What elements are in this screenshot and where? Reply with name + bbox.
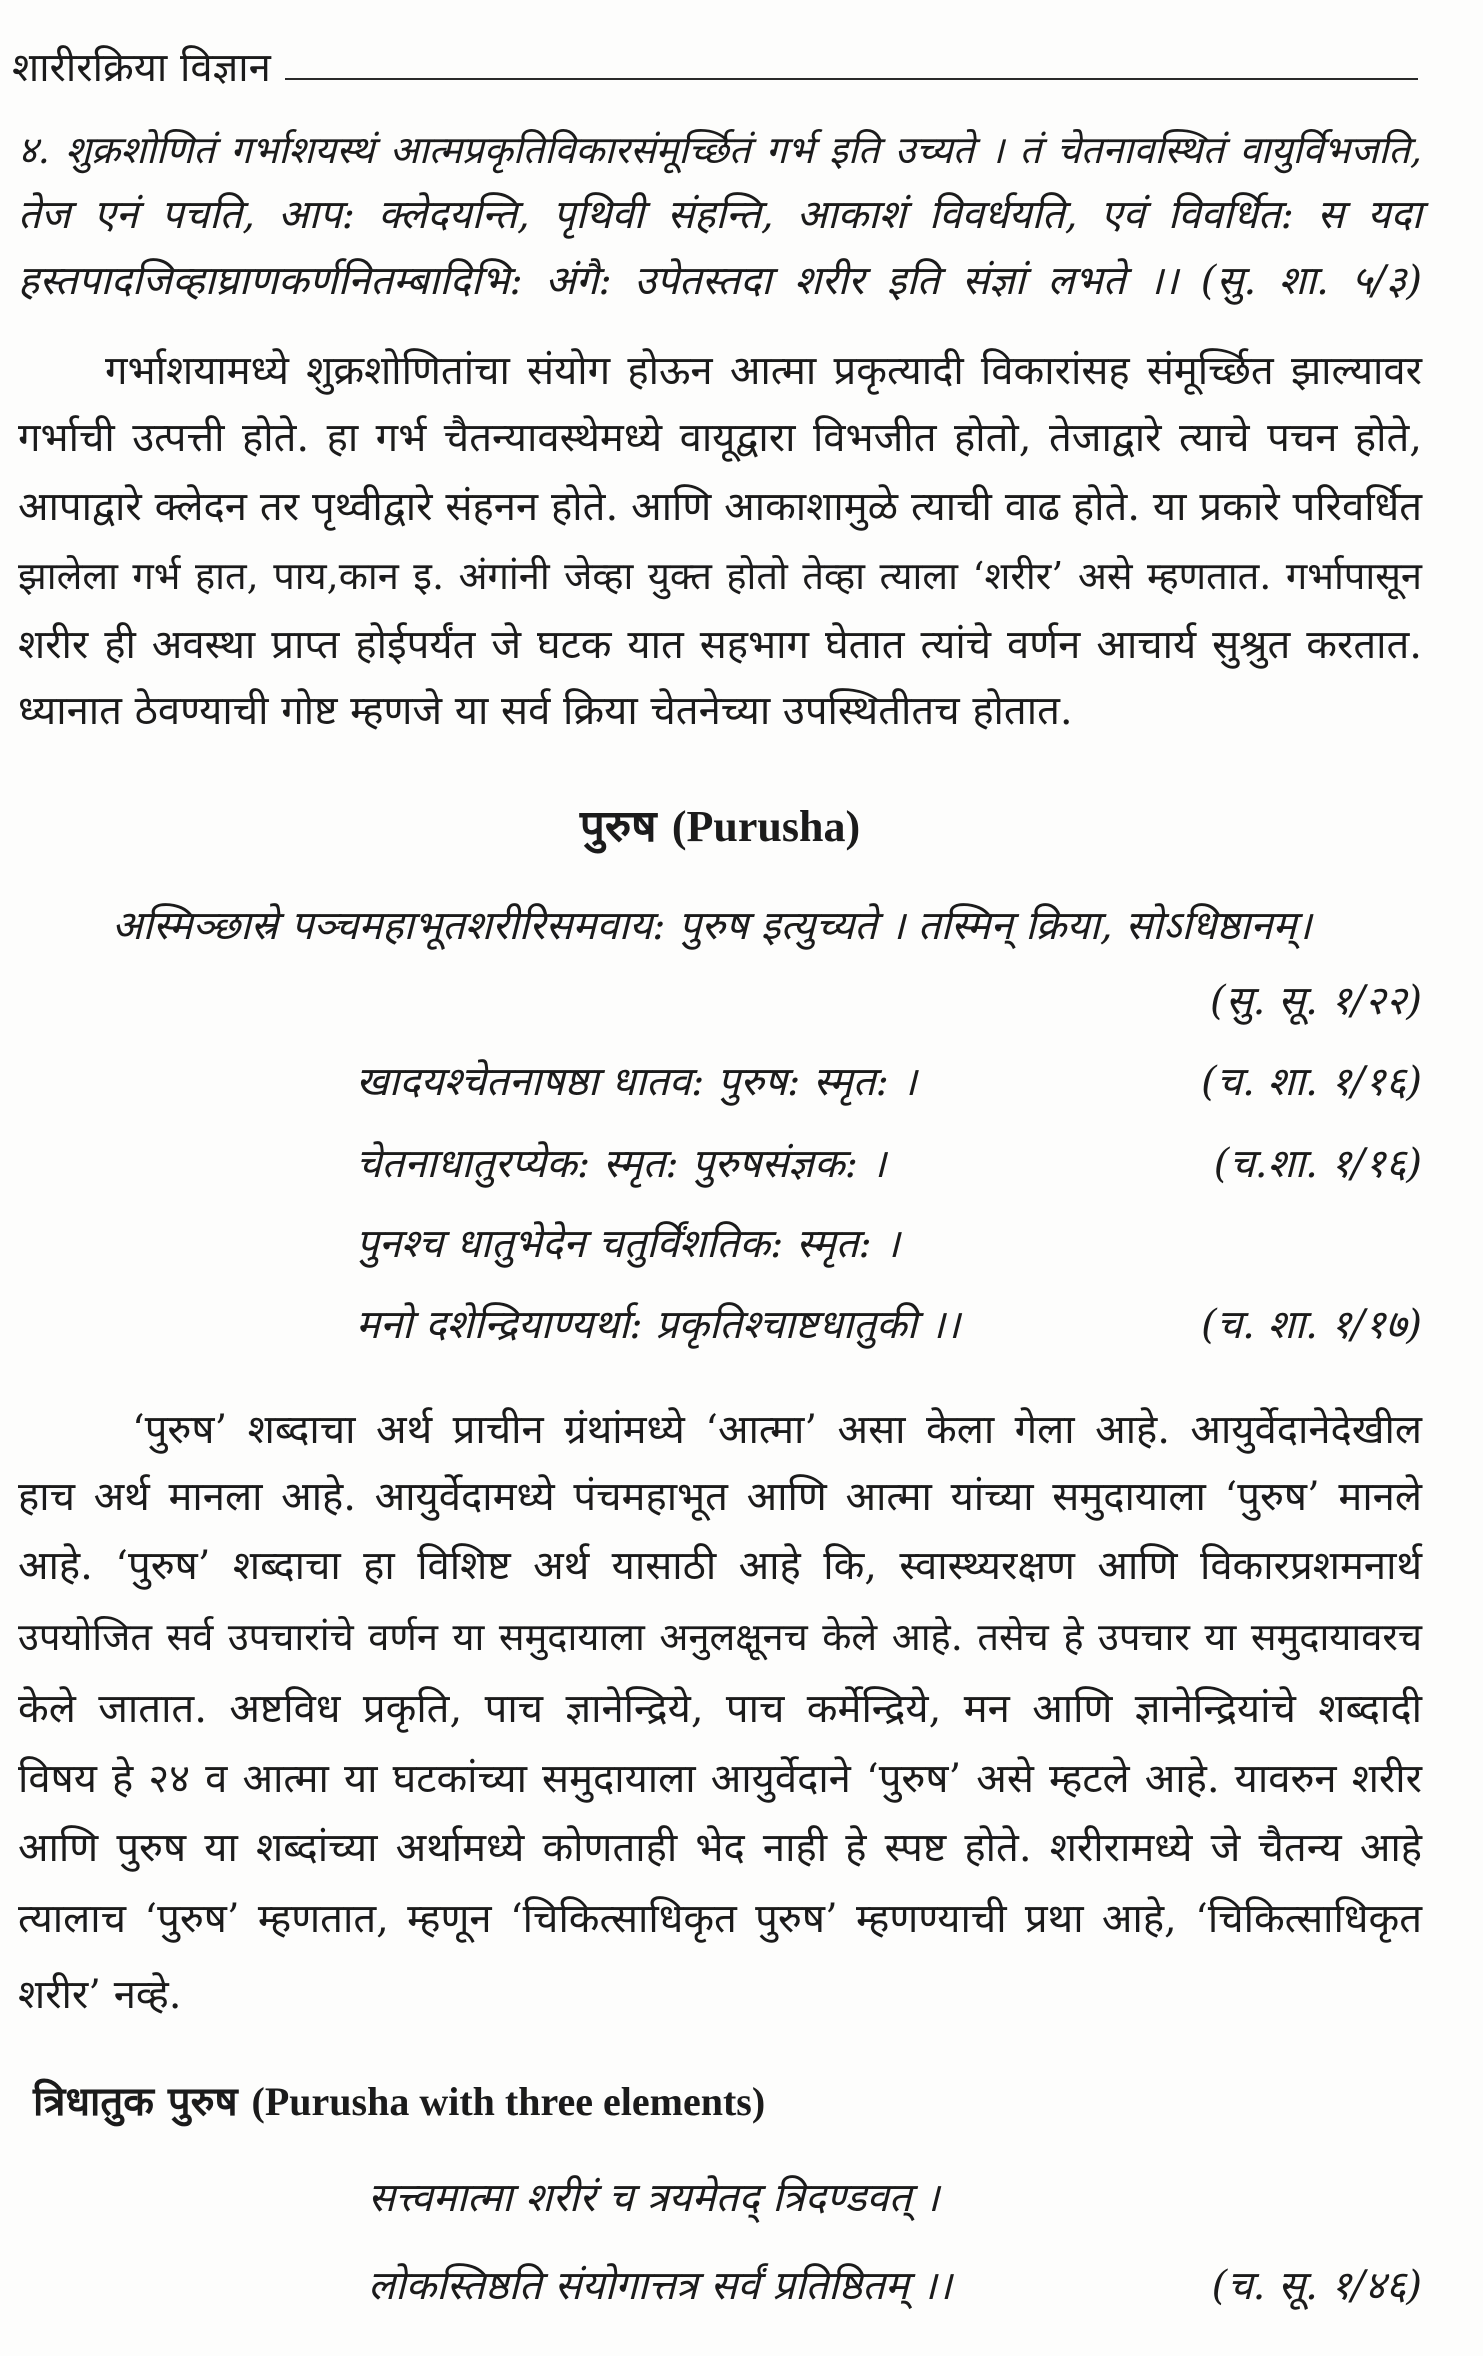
paragraph-2-line: ‘पुरुष’ शब्दाचा अर्थ प्राचीन ग्रंथांमध्ये ‘आत्मा’ असा केला गेला आहे. आयुर्वेदानेदेखील [132, 1407, 1422, 1453]
paragraph-2-line: उपयोजित सर्व उपचारांचे वर्णन या समुदायाला अनुलक्षूनच केले आहे. तसेच हे उपचार या समुदायावरच [18, 1615, 1422, 1659]
paragraph-2-line: केले जातात. अष्टविध प्रकृति, पाच ज्ञानेन्द्रिये, पाच कर्मेन्द्रिये, मन आणि ज्ञानेन्द्रियांचे शब्दादी [18, 1686, 1422, 1732]
verse-text: सत्त्वमात्मा शरीरं च त्रयमेतद् त्रिदण्डवत् । [368, 2175, 940, 2221]
section-heading-purusha [18, 797, 1422, 857]
paragraph-1-line: गर्भाची उत्पत्ती होते. हा गर्भ चैतन्यावस्थेमध्ये वायूद्वारा विभजीत होतो, तेजाद्वारे त्याचे पचन होते, [18, 415, 1422, 461]
paragraph-2-line: त्यालाच ‘पुरुष’ म्हणतात, म्हणून ‘चिकित्साधिकृत पुरुष’ म्हणण्याची प्रथा आहे, ‘चिकित्साधिकृत [18, 1896, 1422, 1942]
running-header-title: शारीरक्रिया विज्ञान [12, 45, 271, 91]
paragraph-1-line: गर्भाशयामध्ये शुक्रशोणितांचा संयोग होऊन आत्मा प्रकृत्यादी विकारांसह संमूर्च्छित झाल्यावर [105, 348, 1422, 394]
sutra-citation: (सु. सू. १/२२) [1209, 978, 1422, 1024]
verse-text: लोकस्तिष्ठति संयोगात्तत्र सर्वं प्रतिष्ठितम् ।। [368, 2263, 952, 2309]
verse-line [356, 1052, 1422, 1112]
sutra-text: अस्मिञ्छास्रे पञ्चमहाभूतशरीरिसमवाय: पुरुष इत्युच्यते । तस्मिन् क्रिया, सोऽधिष्ठानम्। [112, 903, 1312, 949]
section-heading-devanagari: त्रिधातुक पुरुष [33, 2078, 238, 2125]
verse-text: चेतनाधातुरप्येक: स्मृत: पुरुषसंज्ञक: । [356, 1141, 887, 1187]
paragraph-2-line: हाच अर्थ मानला आहे. आयुर्वेदामध्ये पंचमहाभूत आणि आत्मा यांच्या समुदायाला ‘पुरुष’ मानले [18, 1474, 1422, 1520]
paragraph-1-line: शरीर ही अवस्था प्राप्त होईपर्यंत जे घटक यात सहभाग घेतात त्यांचे वर्णन आचार्य सुश्रुत करतात. [18, 622, 1422, 668]
shloka-4-line [18, 251, 1422, 311]
verse-text: खादयश्चेतनाषष्ठा धातव: पुरुष: स्मृत: । [356, 1059, 917, 1105]
verse-citation: (च.शा. १/१६) [1213, 1141, 1422, 1187]
verse-text: पुनश्च धातुभेदेन चतुर्विंशतिक: स्मृत: । [356, 1221, 900, 1267]
verse-line [356, 1214, 1422, 1274]
section-heading-devanagari: पुरुष [579, 801, 657, 852]
shloka-4-line: तेज एनं पचति, आप: क्लेदयन्ति, पृथिवी संहन्ति, आकाशं विवर्धयति, एवं विवर्धित: स यदा [18, 192, 1422, 238]
verse-line [356, 1134, 1422, 1194]
paragraph-2-line: आणि पुरुष या शब्दांच्या अर्थामध्ये कोणताही भेद नाही हे स्पष्ट होते. शरीरामध्ये जे चैतन्य आहे [18, 1825, 1422, 1871]
paragraph-2-line: शरीर’ नव्हे. [18, 1972, 182, 2018]
section-heading-english: (Purusha with three elements) [251, 2079, 766, 2124]
verse-citation: (च. शा. १/१६) [1201, 1059, 1422, 1105]
shloka-4-line-text: हस्तपादजिव्हाघ्राणकर्णनितम्बादिभि: अंगै: उपेतस्तदा शरीर इति संज्ञां लभते ।। [18, 258, 1179, 304]
paragraph-1-line: ध्यानात ठेवण्याची गोष्ट म्हणजे या सर्व क्रिया चेतनेच्या उपस्थितीतच होतात. [18, 688, 1073, 734]
verse-citation: (च. शा. १/१७) [1201, 1302, 1422, 1348]
paragraph-1-line: आपाद्वारे क्लेदन तर पृथ्वीद्वारे संहनन होते. आणि आकाशामुळे त्याची वाढ होते. या प्रकारे परिवर्धित [18, 484, 1422, 530]
verse-line [368, 2256, 1422, 2316]
shloka-4-citation: (सु. शा. ५/३) [1200, 258, 1422, 304]
shloka-4-line: ४. शुक्रशोणितं गर्भाशयस्थं आत्मप्रकृतिविकारसंमूर्च्छितं गर्भ इति उच्यते । तं चेतनावस्थितं वायुर्विभजति, [18, 128, 1422, 172]
paragraph-2-line: विषय हे २४ व आत्मा या घटकांच्या समुदायाला आयुर्वेदाने ‘पुरुष’ असे म्हटले आहे. यावरुन शरीर [18, 1756, 1422, 1802]
verse-line [368, 2168, 1422, 2228]
verse-line [356, 1295, 1422, 1355]
paragraph-1-line: झालेला गर्भ हात, पाय,कान इ. अंगांनी जेव्हा युक्त होतो तेव्हा त्याला ‘शरीर’ असे म्हणतात. गर्भापासून [18, 554, 1422, 598]
section-heading-english: (Purusha) [671, 802, 861, 851]
running-header [12, 38, 1418, 98]
verse-text: मनो दशेन्द्रियाण्यर्था: प्रकृतिश्चाष्टधातुकी ।। [356, 1302, 961, 1348]
header-rule [285, 78, 1418, 80]
verse-citation: (च. सू. १/४६) [1211, 2263, 1422, 2309]
paragraph-2-line: आहे. ‘पुरुष’ शब्दाचा हा विशिष्ट अर्थ यासाठी आहे कि, स्वास्थ्यरक्षण आणि विकारप्रशमनार्थ [18, 1543, 1422, 1589]
section-heading-tridhatuka-purusha [33, 2072, 1422, 2132]
